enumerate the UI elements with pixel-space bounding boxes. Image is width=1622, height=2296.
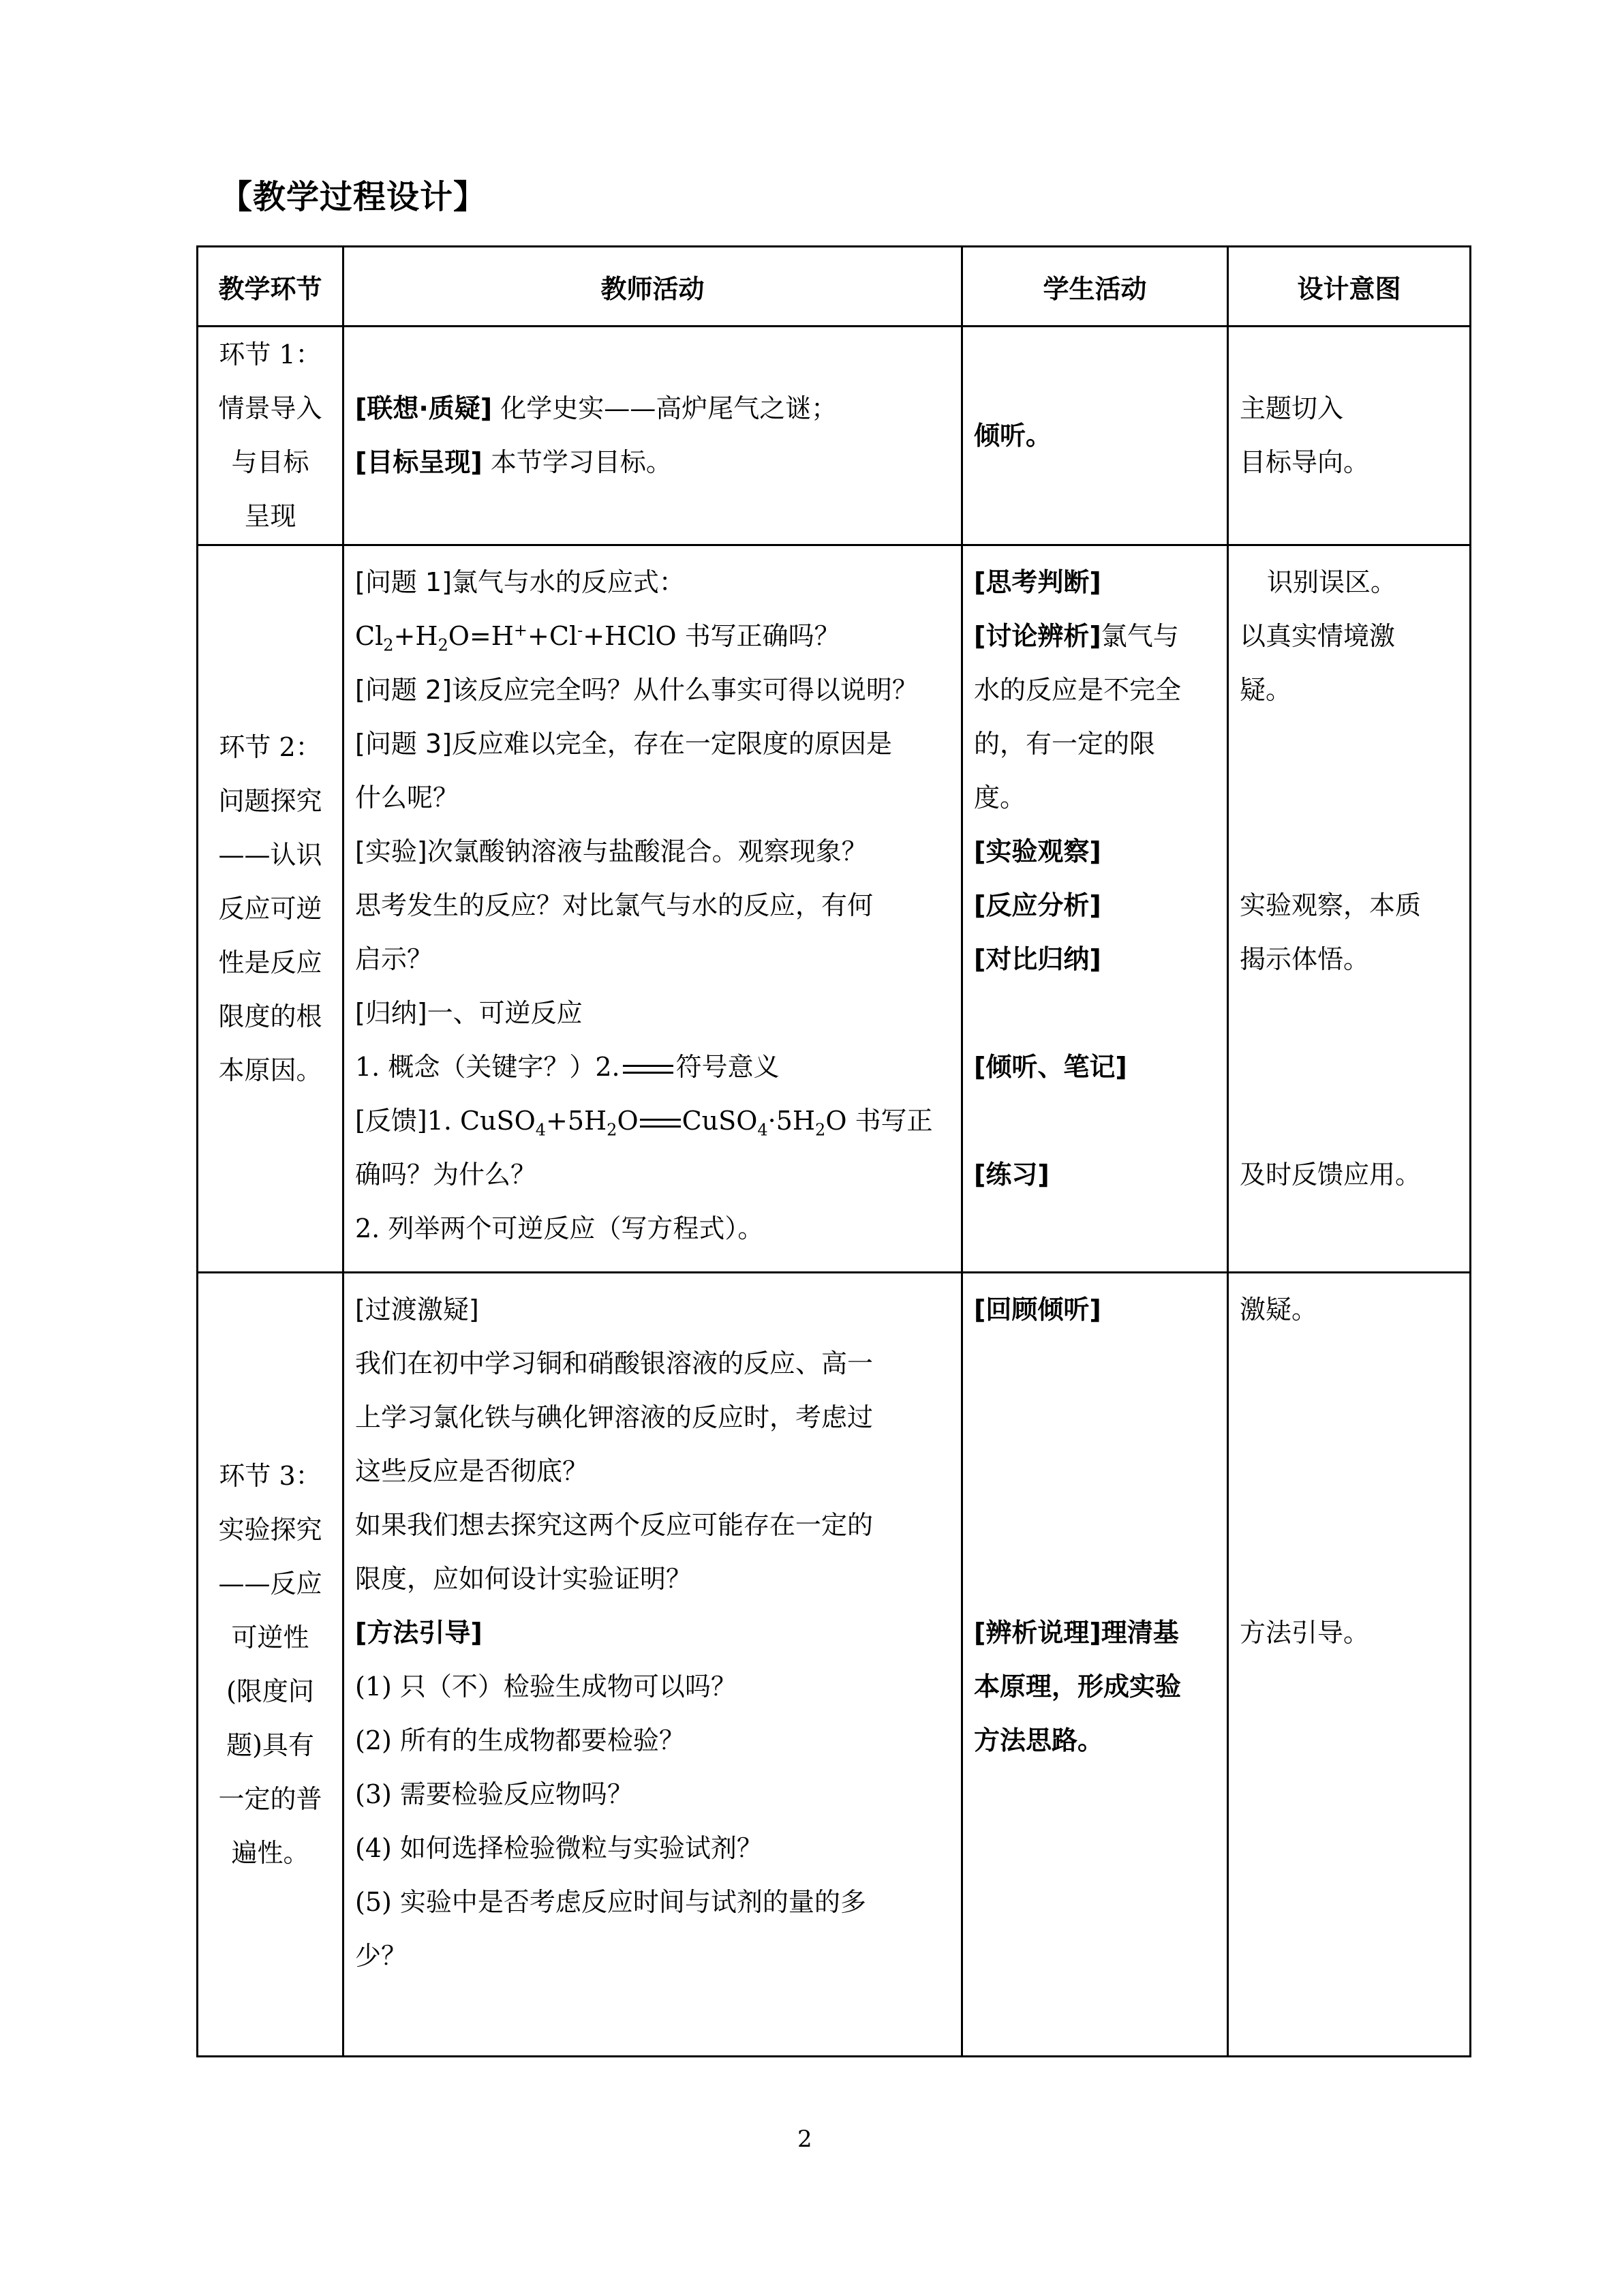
eq-part: ·5H xyxy=(767,1106,816,1136)
student-cell xyxy=(962,545,1228,1273)
student-cell xyxy=(962,1273,1228,2057)
teacher-line: 我们在初中学习铜和硝酸银溶液的反应、高一 xyxy=(355,1348,874,1378)
spacer xyxy=(974,1094,1227,1148)
header-teacher: 教师活动 xyxy=(343,247,962,327)
intent-cell xyxy=(1228,327,1471,545)
student-line: 本原理，形成实验 xyxy=(974,1672,1182,1702)
teacher-line: 确吗？为什么？ xyxy=(355,1160,537,1190)
intent-line: 实验观察，本质 xyxy=(1240,890,1422,920)
spacer xyxy=(974,1391,1227,1445)
intent-line: 目标导向。 xyxy=(1240,447,1370,477)
teacher-line: 少？ xyxy=(355,1941,408,1971)
tag: [实验] xyxy=(355,836,427,866)
text: 该反应完全吗？从什么事实可得以说明？ xyxy=(451,675,918,705)
spacer xyxy=(974,1552,1227,1606)
intent-line: 以真实情境激 xyxy=(1240,621,1396,651)
stage-line: 实验探究 xyxy=(218,1514,322,1545)
teacher-line xyxy=(355,436,961,489)
spacer xyxy=(1240,986,1469,1040)
teacher-line: [过渡激疑] xyxy=(355,1295,479,1325)
teaching-process-table xyxy=(196,245,1471,2057)
teacher-cell xyxy=(343,545,962,1273)
stage-line: 可逆性 xyxy=(231,1622,309,1652)
stage-line: 本原因。 xyxy=(218,1055,322,1085)
eq-part: CuSO xyxy=(682,1106,758,1136)
teacher-line: (3) 需要检验反应物吗？ xyxy=(355,1779,633,1809)
student-cell xyxy=(962,327,1228,545)
student-line: 度。 xyxy=(974,783,1026,813)
teacher-line xyxy=(355,717,961,771)
teacher-line: 启示？ xyxy=(355,944,433,974)
stage-line: 环节 3： xyxy=(219,1460,322,1491)
header-intent: 设计意图 xyxy=(1228,247,1471,327)
teacher-line xyxy=(355,825,961,879)
eq-part: +Cl xyxy=(527,621,578,651)
eq-part: +HClO 书写正确吗？ xyxy=(583,621,840,651)
student-line: [倾听、笔记] xyxy=(974,1052,1127,1082)
text: 氯气与水的反应式： xyxy=(451,567,685,597)
stage-line: (限度问 xyxy=(226,1676,314,1706)
teacher-line: 如果我们想去探究这两个反应可能存在一定的 xyxy=(355,1510,874,1540)
tag: [问题 1] xyxy=(355,567,452,597)
text: 符号意义 xyxy=(675,1052,780,1082)
reversible-arrow-icon xyxy=(623,1065,673,1074)
teacher-line xyxy=(355,986,961,1040)
spacer xyxy=(974,1445,1227,1498)
eq-part: O=H xyxy=(448,621,514,651)
subscript: 2 xyxy=(438,635,448,655)
intent-cell xyxy=(1228,545,1471,1273)
stage-cell xyxy=(198,327,343,545)
spacer xyxy=(1240,1337,1469,1391)
header-stage: 教学环节 xyxy=(198,247,343,327)
teacher-line: (4) 如何选择检验微粒与实验试剂？ xyxy=(355,1833,763,1863)
stage-line: 问题探究 xyxy=(218,785,322,816)
student-line: [回顾倾听] xyxy=(974,1295,1101,1325)
table-row xyxy=(198,327,1471,545)
reversible-arrow-icon xyxy=(640,1119,681,1128)
text: 一、可逆反应 xyxy=(427,998,583,1028)
intent-line: 识别误区。 xyxy=(1267,567,1397,597)
spacer xyxy=(974,1337,1227,1391)
text: 次氯酸钠溶液与盐酸混合。观察现象？ xyxy=(427,836,868,866)
eq-part: +H xyxy=(393,621,438,651)
teacher-line: 2. 列举两个可逆反应（写方程式）。 xyxy=(355,1213,764,1243)
stage-line: ——反应 xyxy=(218,1568,322,1599)
teacher-cell xyxy=(343,1273,962,2057)
teacher-line: (5) 实验中是否考虑反应时间与试剂的量的多 xyxy=(355,1887,866,1917)
subscript: 4 xyxy=(535,1120,547,1140)
stage-line: 环节 2： xyxy=(219,731,322,762)
spacer xyxy=(1240,1094,1469,1148)
eq-part: O 书写正 xyxy=(825,1106,933,1136)
tag: [目标呈现] xyxy=(355,447,483,477)
stage-line: 情景导入 xyxy=(218,393,322,423)
stage-cell xyxy=(198,1273,343,2057)
intent-line: 主题切入 xyxy=(1240,393,1344,423)
teacher-line xyxy=(355,663,961,717)
equation-line xyxy=(355,609,961,663)
student-line: 的，有一定的限 xyxy=(974,729,1156,759)
stage-line: 呈现 xyxy=(244,501,296,531)
intent-cell xyxy=(1228,1273,1471,2057)
tag: [问题 3] xyxy=(355,729,452,759)
eq-part: O xyxy=(617,1106,639,1136)
spacer xyxy=(1240,1445,1469,1498)
student-line: 倾听。 xyxy=(974,420,1052,451)
eq-part: +5H xyxy=(546,1106,607,1136)
text: 反应难以完全，存在一定限度的原因是 xyxy=(451,729,892,759)
stage-line: 遍性。 xyxy=(231,1837,309,1868)
spacer xyxy=(974,1498,1227,1552)
subscript: 2 xyxy=(383,635,394,655)
subscript: 4 xyxy=(757,1120,768,1140)
student-line: [实验观察] xyxy=(974,836,1101,866)
text: 化学史实——高炉尾气之谜； xyxy=(500,393,838,423)
intent-line: 激疑。 xyxy=(1240,1295,1318,1325)
student-line: [反应分析] xyxy=(974,890,1101,920)
tag: [联想·质疑] xyxy=(355,393,493,423)
intent-line: 揭示体悟。 xyxy=(1240,944,1370,974)
spacer xyxy=(1240,717,1469,771)
teacher-line: [方法引导] xyxy=(355,1618,483,1648)
spacer xyxy=(1240,1498,1469,1552)
teacher-cell xyxy=(343,327,962,545)
student-line: 方法思路。 xyxy=(974,1725,1104,1755)
spacer xyxy=(1240,1040,1469,1094)
intent-line: 疑。 xyxy=(1240,675,1292,705)
spacer xyxy=(1240,825,1469,879)
stage-line: ——认识 xyxy=(218,839,322,870)
subscript: 2 xyxy=(815,1120,826,1140)
teacher-line: 这些反应是否彻底？ xyxy=(355,1456,589,1486)
teacher-line: 思考发生的反应？对比氯气与水的反应，有何 xyxy=(355,890,874,920)
superscript: + xyxy=(513,620,528,640)
page-number: 2 xyxy=(797,2126,812,2153)
student-line: 水的反应是不完全 xyxy=(974,675,1182,705)
teacher-line: (1) 只（不）检验生成物可以吗？ xyxy=(355,1672,737,1702)
table-header-row xyxy=(198,247,1471,327)
text: 氯气与 xyxy=(1101,621,1179,651)
subscript: 2 xyxy=(607,1120,617,1140)
stage-line: 性是反应 xyxy=(218,947,322,978)
spacer xyxy=(974,986,1227,1040)
teacher-line: 限度，应如何设计实验证明？ xyxy=(355,1564,692,1594)
teacher-line: (2) 所有的生成物都要检验？ xyxy=(355,1725,685,1755)
tag: [归纳] xyxy=(355,998,427,1028)
stage-line: 题)具有 xyxy=(226,1729,314,1760)
text: 1. 概念（关键字？）2. xyxy=(355,1052,620,1082)
student-line xyxy=(974,609,1227,663)
spacer xyxy=(1240,1391,1469,1445)
stage-line: 一定的普 xyxy=(218,1783,322,1814)
student-line: [练习] xyxy=(974,1160,1050,1190)
teacher-line xyxy=(355,556,961,609)
student-line: [对比归纳] xyxy=(974,944,1101,974)
stage-line: 限度的根 xyxy=(218,1001,322,1031)
stage-line: 环节 1： xyxy=(219,339,322,369)
text: 本节学习目标。 xyxy=(490,447,672,477)
spacer xyxy=(1240,771,1469,825)
section-heading: 【教学过程设计】 xyxy=(219,178,487,216)
eq-part: Cl xyxy=(355,621,384,651)
table-row xyxy=(198,1273,1471,2057)
table-row xyxy=(198,545,1471,1273)
student-line: [思考判断] xyxy=(974,567,1101,597)
spacer xyxy=(1240,1552,1469,1606)
stage-cell xyxy=(198,545,343,1273)
stage-line: 反应可逆 xyxy=(218,893,322,924)
header-student: 学生活动 xyxy=(962,247,1228,327)
student-line: [辨析说理]理清基 xyxy=(974,1618,1179,1648)
intent-line: 方法引导。 xyxy=(1240,1618,1370,1648)
teacher-line xyxy=(355,382,961,436)
stage-line: 与目标 xyxy=(231,447,309,477)
teacher-line xyxy=(355,1040,961,1094)
eq-part: [反馈]1. CuSO xyxy=(355,1106,536,1136)
teacher-line: 什么呢？ xyxy=(355,783,459,813)
superscript: - xyxy=(577,620,583,640)
intent-line: 及时反馈应用。 xyxy=(1240,1160,1422,1190)
tag: [问题 2] xyxy=(355,675,452,705)
teacher-line: 上学习氯化铁与碘化钾溶液的反应时，考虑过 xyxy=(355,1402,874,1432)
tag: [讨论辨析] xyxy=(974,621,1101,651)
feedback-line xyxy=(355,1094,961,1148)
